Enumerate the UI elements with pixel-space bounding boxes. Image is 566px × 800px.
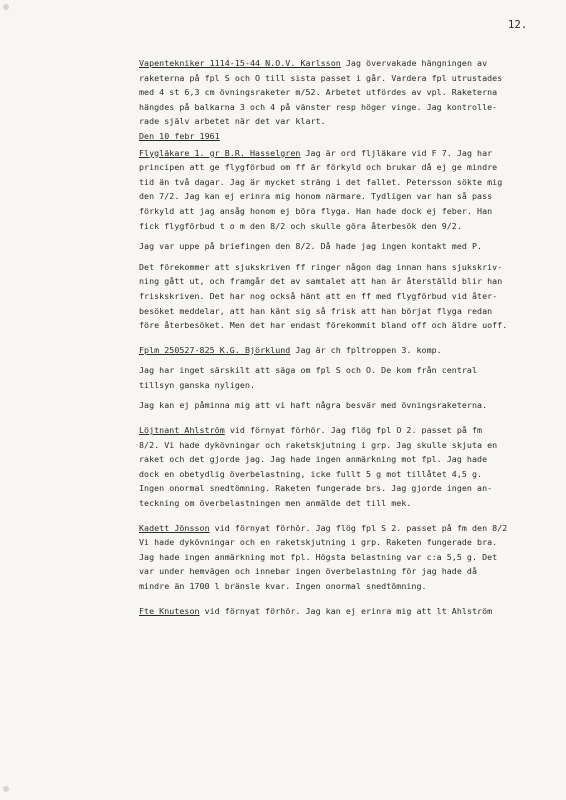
speaker-heading: Kadett Jönsson — [139, 522, 210, 533]
text-line: tid än två dagar. Jag är mycket sträng i det fallet. Petersson sökte mig — [139, 176, 503, 187]
date-heading: Den 10 febr 1961 — [139, 130, 220, 141]
text-line: Jag har inget särskilt att säga om fpl S och O. De kom från central — [139, 365, 478, 376]
text-line — [139, 343, 539, 358]
text-line: raket och det gjorde jag. Jag hade ingen anmärkning mot fpl. Jag hade — [139, 454, 488, 465]
text-line — [139, 56, 539, 71]
text-line: den 7/2. Jag kan ej erinra mig honom närmare. Tydligen var han så pass — [139, 191, 493, 202]
text-line: Jag var uppe på briefingen den 8/2. Då hade jag ingen kontakt med P. — [139, 241, 483, 252]
text-line: tillsyn ganska nyligen. — [139, 379, 256, 390]
line-text: Jag är ch fpltroppen 3. komp. — [290, 344, 442, 355]
text-line — [139, 146, 539, 161]
text-line: principen att ge flygförbud om ff är förkyld och brukar då ej ge mindre — [139, 162, 498, 173]
text-line — [139, 604, 539, 619]
text-line: före återbesöket. Men det har endast förekommit bland off och äldre uoff. — [139, 320, 508, 331]
scan-hole-mark — [3, 786, 9, 792]
line-text: Jag är ord fljläkare vid F 7. Jag har — [300, 147, 493, 158]
speaker-heading: Fplm 250527-825 K.G. Björklund — [139, 344, 291, 355]
line-text: vid förnyat förhör. Jag flög fpl S 2. passet på fm den 8/2 — [209, 522, 508, 533]
speaker-heading: Löjtnant Ahlström — [139, 425, 225, 436]
text-line: förkyld att jag ansåg honom ej böra flyga. Han hade dock ej feber. Han — [139, 205, 493, 216]
document-body — [139, 56, 539, 618]
text-line: dock en obetydlig överbelastning, icke fullt 5 g mot tillåtet 4,5 g. — [139, 468, 483, 479]
line-text: vid förnyat förhör. Jag kan ej erinra mig att lt Ahlström — [199, 605, 493, 616]
line-text: Jag övervakade hängningen av — [340, 58, 488, 68]
text-line: fick flygförbud t o m den 8/2 och skulle göra återbesök den 9/2. — [139, 220, 462, 231]
text-line: raketerna på fpl S och O till sista passet i går. Vardera fpl utrustades — [139, 72, 503, 83]
text-line: teckning om överbelastningen men anmälde det till mek. — [139, 498, 412, 509]
text-line: hängdes på balkarna 3 och 4 på vänster resp höger vinge. Jag kontrolle- — [139, 101, 498, 112]
date-line — [139, 129, 539, 144]
text-line: var under hemvägen och innebar ingen överbelastning för jag hade då — [139, 566, 478, 577]
scan-hole-mark — [3, 4, 9, 10]
text-line: ning gått ut, och framgår det av samtalet att han är återställd blir han — [139, 276, 503, 287]
text-line: rade själv arbetet när det var klart. — [139, 116, 326, 127]
text-line: Ingen onormal snedtömning. Raketen fungerade brs. Jag gjorde ingen an- — [139, 483, 493, 494]
text-line: mindre än 1700 l bränsle kvar. Ingen onormal snedtömning. — [139, 581, 427, 591]
speaker-heading: Flygläkare 1. gr B.R. Hasselgren — [139, 147, 301, 158]
line-text: vid förnyat förhör. Jag flög fpl O 2. passet på fm — [224, 425, 483, 436]
text-line: med 4 st 6,3 cm övningsraketer m/52. Arbetet utfördes av vpl. Raketerna — [139, 87, 498, 98]
text-line — [139, 521, 539, 536]
speaker-heading: Fte Knuteson — [139, 605, 200, 616]
text-line — [139, 423, 539, 438]
text-line: Jag hade ingen anmärkning mot fpl. Högsta belastning var c:a 5,5 g. Det — [139, 551, 498, 562]
text-line: 8/2. Vi hade dykövningar och raketskjutning i grp. Jag skulle skjuta en — [139, 439, 498, 450]
text-line: Jag kan ej påminna mig att vi haft några besvär med övningsraketerna. — [139, 400, 488, 411]
text-line: besöket meddelar, att han känt sig så frisk att han börjat flyga redan — [139, 305, 493, 316]
text-line: Vi hade dykövningar och en raketskjutning i grp. Raketen fungerade bra. — [139, 537, 498, 548]
page-number: 12. — [508, 19, 528, 31]
speaker-heading: Vapentekniker 1114-15-44 N.O.V. Karlsson — [139, 58, 341, 68]
text-line: Det förekommer att sjukskriven ff ringer någon dag innan hans sjukskriv- — [139, 261, 503, 272]
text-line: friskskriven. Det har nog också hänt att en ff med flygförbud vid åter- — [139, 290, 498, 301]
